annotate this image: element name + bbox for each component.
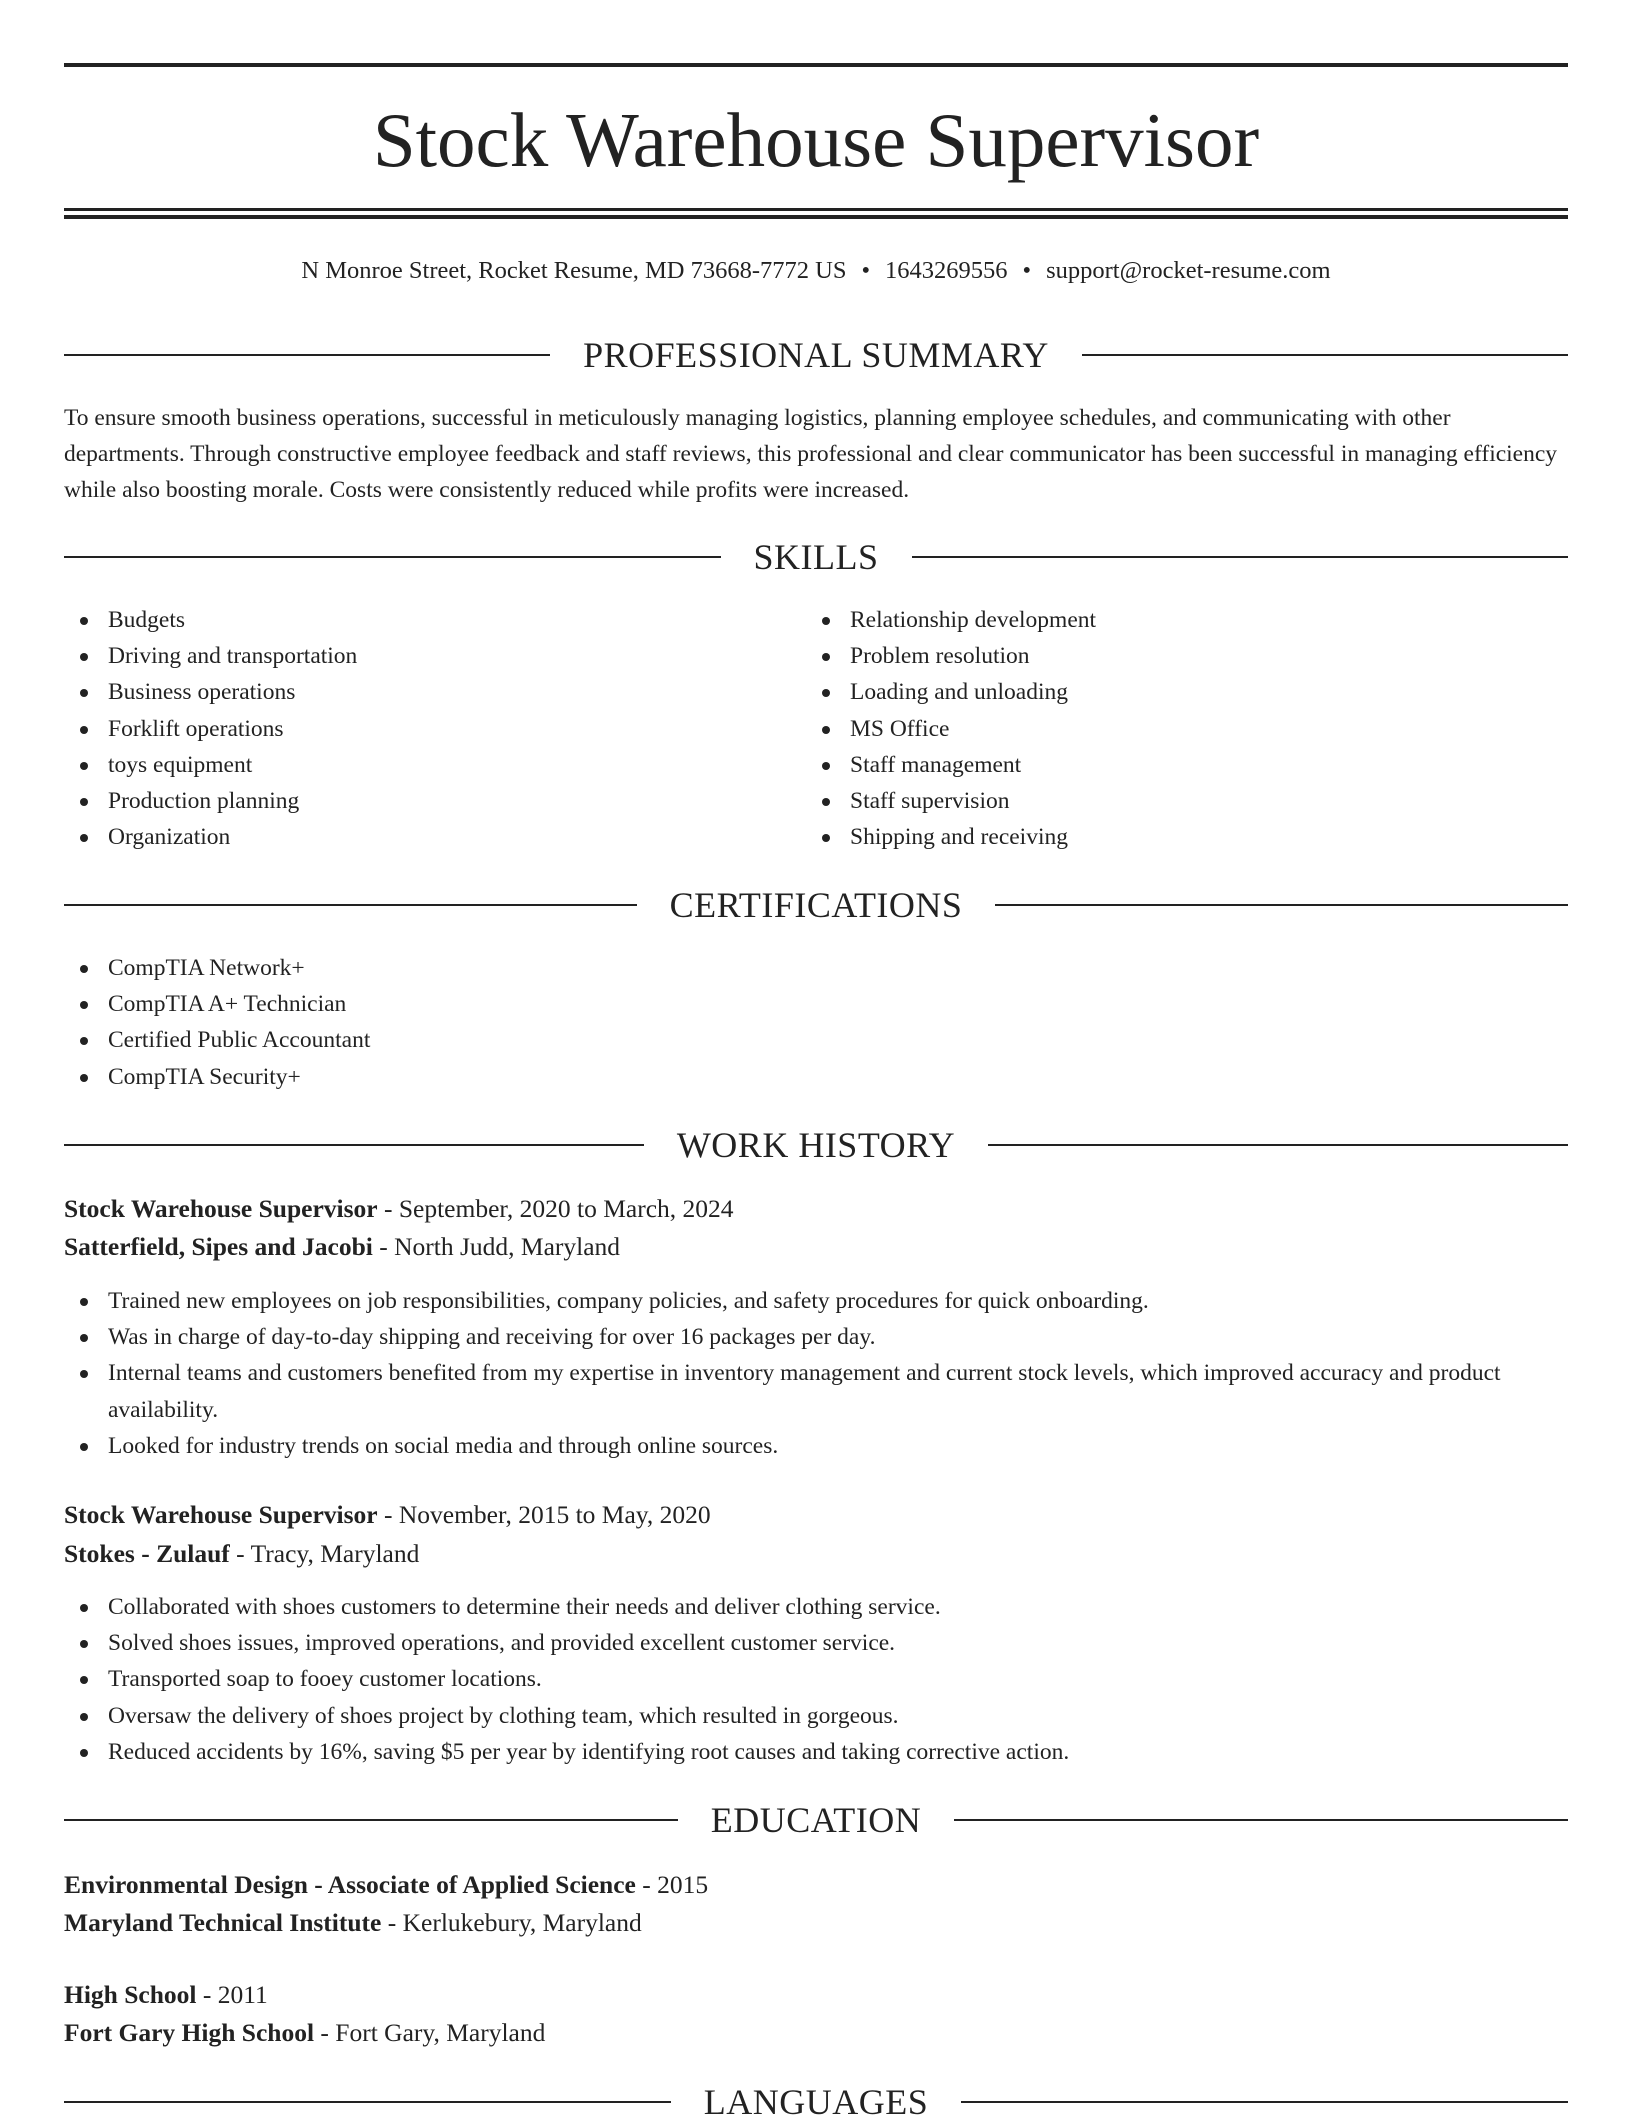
- skill-item: Business operations: [64, 674, 804, 710]
- job-location: - Tracy, Maryland: [229, 1539, 420, 1568]
- duty-item: Trained new employees on job responsibilities, company policies, and safety procedures for quick onboarding.: [64, 1283, 1568, 1319]
- education-year: - 2015: [635, 1870, 709, 1899]
- education-school-line: [64, 2015, 1568, 2051]
- skill-item: Relationship development: [806, 602, 1546, 638]
- duty-item: Reduced accidents by 16%, saving $5 per year by identifying root causes and taking corrective action.: [64, 1734, 1568, 1770]
- section-title: PROFESSIONAL SUMMARY: [583, 335, 1049, 375]
- job-title-line: [64, 1497, 1568, 1533]
- education-year: - 2011: [196, 1980, 268, 2009]
- skill-item: MS Office: [806, 711, 1546, 747]
- education-location: - Fort Gary, Maryland: [314, 2018, 546, 2047]
- skill-item: Organization: [64, 819, 804, 855]
- resume-name: Stock Warehouse Supervisor: [372, 97, 1260, 183]
- heading-rule: [64, 1819, 678, 1821]
- duty-item: Was in charge of day-to-day shipping and receiving for over 16 packages per day.: [64, 1319, 1568, 1355]
- certification-item: CompTIA Network+: [64, 950, 804, 986]
- heading-rule: [64, 354, 550, 356]
- section-heading-skills: [64, 535, 1568, 579]
- certifications-list: [64, 950, 804, 1095]
- section-title: SKILLS: [753, 537, 879, 577]
- section-heading-certifications: [64, 883, 1568, 927]
- contact-separator: •: [861, 257, 871, 284]
- heading-rule: [64, 2101, 671, 2103]
- job-dates: - September, 2020 to March, 2024: [377, 1194, 734, 1223]
- skill-item: Shipping and receiving: [806, 819, 1546, 855]
- section-title: CERTIFICATIONS: [669, 885, 963, 925]
- heading-rule: [988, 1144, 1568, 1146]
- section-title: LANGUAGES: [703, 2082, 929, 2122]
- certification-item: Certified Public Accountant: [64, 1022, 804, 1058]
- education-school-line: [64, 1905, 1568, 1941]
- contact-address: N Monroe Street, Rocket Resume, MD 73668-7772 US: [301, 257, 847, 284]
- job-company: Stokes - Zulauf: [64, 1539, 230, 1568]
- education-school: Fort Gary High School: [64, 2018, 315, 2047]
- skills-list-right: [806, 602, 1546, 855]
- job-title: Stock Warehouse Supervisor: [64, 1194, 378, 1223]
- skill-item: Loading and unloading: [806, 674, 1546, 710]
- duty-item: Collaborated with shoes customers to determine their needs and deliver clothing service.: [64, 1589, 1568, 1625]
- contact-separator: •: [1022, 257, 1032, 284]
- education-location: - Kerlukebury, Maryland: [381, 1908, 642, 1937]
- heading-rule: [64, 556, 721, 558]
- job-company: Satterfield, Sipes and Jacobi: [64, 1232, 373, 1261]
- education-degree-line: [64, 1867, 1568, 1903]
- skill-item: Forklift operations: [64, 711, 804, 747]
- job-title: Stock Warehouse Supervisor: [64, 1500, 378, 1529]
- section-heading-work-history: [64, 1123, 1568, 1167]
- skill-item: Production planning: [64, 783, 804, 819]
- job-employer-line: [64, 1536, 1568, 1572]
- contact-phone: 1643269556: [885, 257, 1008, 284]
- duty-item: Looked for industry trends on social media and through online sources.: [64, 1428, 1568, 1464]
- section-heading-summary: [64, 333, 1568, 377]
- heading-rule: [64, 904, 637, 906]
- header-double-rule-lower: [64, 215, 1568, 219]
- contact-line: [64, 254, 1568, 288]
- header-double-rule-upper: [64, 208, 1568, 211]
- section-title: EDUCATION: [710, 1800, 922, 1840]
- heading-rule: [954, 1819, 1568, 1821]
- header-top-rule: [64, 63, 1568, 67]
- education-school: Maryland Technical Institute: [64, 1908, 382, 1937]
- skill-item: Driving and transportation: [64, 638, 804, 674]
- duty-item: Transported soap to fooey customer locations.: [64, 1661, 1568, 1697]
- job-location: - North Judd, Maryland: [372, 1232, 621, 1261]
- certification-item: CompTIA A+ Technician: [64, 986, 804, 1022]
- job-duties-list: [64, 1283, 1568, 1464]
- section-title: WORK HISTORY: [676, 1125, 956, 1165]
- education-degree: Environmental Design - Associate of Applied Science: [64, 1870, 636, 1899]
- skills-list-left: [64, 602, 804, 855]
- skill-item: toys equipment: [64, 747, 804, 783]
- job-duties-list: [64, 1589, 1568, 1770]
- education-degree-line: [64, 1977, 1568, 2013]
- skill-item: Problem resolution: [806, 638, 1546, 674]
- heading-rule: [961, 2101, 1568, 2103]
- contact-email: support@rocket-resume.com: [1046, 257, 1331, 284]
- heading-rule: [1082, 354, 1568, 356]
- job-employer-line: [64, 1229, 1568, 1265]
- duty-item: Solved shoes issues, improved operations, and provided excellent customer service.: [64, 1625, 1568, 1661]
- section-heading-education: [64, 1798, 1568, 1842]
- heading-rule: [995, 904, 1568, 906]
- skill-item: Budgets: [64, 602, 804, 638]
- education-degree: High School: [64, 1980, 197, 2009]
- job-dates: - November, 2015 to May, 2020: [377, 1500, 711, 1529]
- duty-item: Internal teams and customers benefited from my expertise in inventory management and current stock levels, which improved accuracy and product availability.: [64, 1355, 1568, 1427]
- summary-paragraph: To ensure smooth business operations, successful in meticulously managing logistics, planning employee schedules, and communicating with other departments. Through constructive employee feedback and staff reviews, this professional and clear communicator has been successful in managing efficiency while also boosting morale. Costs were consistently reduced while profits were increased.: [64, 405, 1558, 503]
- duty-item: Oversaw the delivery of shoes project by clothing team, which resulted in gorgeous.: [64, 1698, 1568, 1734]
- section-heading-languages: [64, 2080, 1568, 2124]
- heading-rule: [64, 1144, 644, 1146]
- certification-item: CompTIA Security+: [64, 1059, 804, 1095]
- heading-rule: [912, 556, 1569, 558]
- skill-item: Staff supervision: [806, 783, 1546, 819]
- job-title-line: [64, 1191, 1568, 1227]
- skill-item: Staff management: [806, 747, 1546, 783]
